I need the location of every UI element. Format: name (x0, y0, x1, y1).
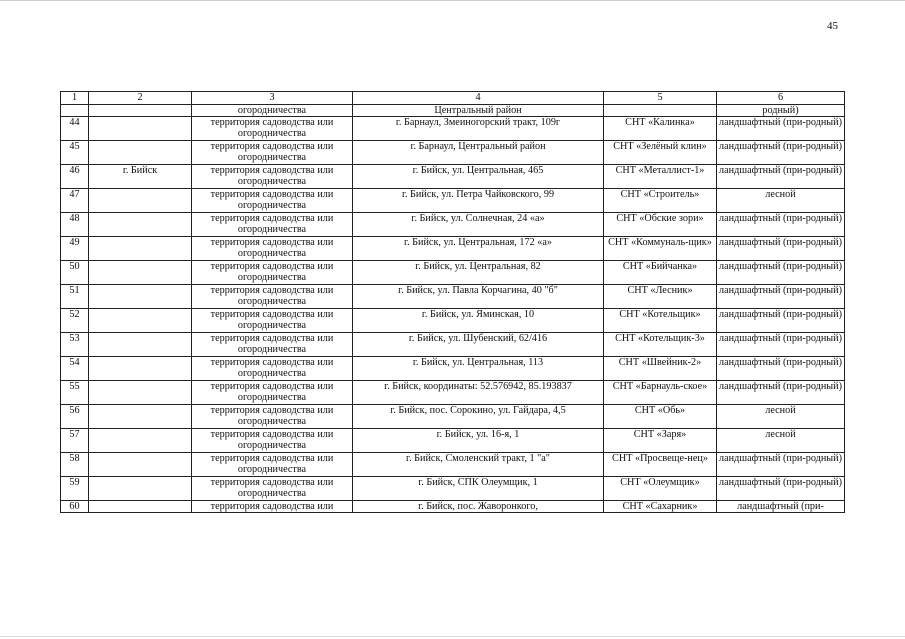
cell-zone: ландшафтный (при-родный) (717, 237, 845, 261)
cell-address: г. Бийск, СПК Олеумщик, 1 (353, 477, 604, 501)
cell-name: СНТ «Олеумщик» (604, 477, 717, 501)
cell-number: 44 (61, 117, 89, 141)
cell-city (89, 429, 192, 453)
cell-zone: лесной (717, 189, 845, 213)
cell-address: г. Бийск, ул. 16-я, 1 (353, 429, 604, 453)
cell-type: огородничества (192, 105, 353, 117)
cell-number: 52 (61, 309, 89, 333)
cell-address: г. Бийск, ул. Центральная, 82 (353, 261, 604, 285)
cell-zone: ландшафтный (при-родный) (717, 477, 845, 501)
cell-zone: ландшафтный (при- (717, 501, 845, 513)
cell-city (89, 141, 192, 165)
cell-name: СНТ «Строитель» (604, 189, 717, 213)
cell-address: г. Бийск, ул. Петра Чайковского, 99 (353, 189, 604, 213)
table-row (61, 213, 845, 237)
cell-city (89, 285, 192, 309)
cell-address: г. Барнаул, Центральный район (353, 141, 604, 165)
cell-name: СНТ «Барнауль-ское» (604, 381, 717, 405)
cell-city (89, 405, 192, 429)
cell-name: СНТ «Заря» (604, 429, 717, 453)
cell-zone: ландшафтный (при-родный) (717, 453, 845, 477)
table-row (61, 357, 845, 381)
cell-zone: ландшафтный (при-родный) (717, 333, 845, 357)
cell-city: г. Бийск (89, 165, 192, 189)
cell-zone: родный) (717, 105, 845, 117)
cell-type: территория садоводства или огородничества (192, 213, 353, 237)
cell-zone: ландшафтный (при-родный) (717, 141, 845, 165)
page-number: 45 (827, 20, 838, 32)
cell-name (604, 105, 717, 117)
cell-type: территория садоводства или огородничества (192, 117, 353, 141)
cell-number: 45 (61, 141, 89, 165)
cell-city (89, 213, 192, 237)
cell-number (61, 105, 89, 117)
continuation-row (61, 105, 845, 117)
cell-city (89, 237, 192, 261)
table-row (61, 453, 845, 477)
cell-type: территория садоводства или огородничества (192, 429, 353, 453)
cell-number: 46 (61, 165, 89, 189)
cell-city (89, 477, 192, 501)
cell-city (89, 501, 192, 513)
cell-type: территория садоводства или огородничества (192, 165, 353, 189)
cell-type: территория садоводства или огородничества (192, 261, 353, 285)
cell-zone: лесной (717, 405, 845, 429)
cell-address: Центральный район (353, 105, 604, 117)
cell-name: СНТ «Просвеще-нец» (604, 453, 717, 477)
cell-number: 48 (61, 213, 89, 237)
cell-zone: ландшафтный (при-родный) (717, 309, 845, 333)
table-row (61, 309, 845, 333)
cell-number: 47 (61, 189, 89, 213)
column-number: 6 (717, 92, 845, 105)
column-number: 2 (89, 92, 192, 105)
cell-address: г. Бийск, ул. Центральная, 465 (353, 165, 604, 189)
cell-type: территория садоводства или огородничества (192, 309, 353, 333)
cell-zone: ландшафтный (при-родный) (717, 213, 845, 237)
table-row (61, 189, 845, 213)
cell-number: 55 (61, 381, 89, 405)
cell-address: г. Бийск, пос. Жаворонкого, (353, 501, 604, 513)
cell-number: 53 (61, 333, 89, 357)
table-row (61, 237, 845, 261)
cell-address: г. Бийск, ул. Солнечная, 24 «а» (353, 213, 604, 237)
cell-zone: ландшафтный (при-родный) (717, 117, 845, 141)
cell-address: г. Бийск, ул. Яминская, 10 (353, 309, 604, 333)
scan-edge-bottom (0, 636, 905, 637)
column-number: 1 (61, 92, 89, 105)
cell-name: СНТ «Сахарник» (604, 501, 717, 513)
cell-name: СНТ «Металлист-1» (604, 165, 717, 189)
cell-type: территория садоводства или огородничества (192, 333, 353, 357)
cell-name: СНТ «Обь» (604, 405, 717, 429)
cell-number: 49 (61, 237, 89, 261)
cell-number: 56 (61, 405, 89, 429)
cell-type: территория садоводства или огородничества (192, 285, 353, 309)
cell-address: г. Бийск, ул. Центральная, 113 (353, 357, 604, 381)
cell-number: 60 (61, 501, 89, 513)
cell-type: территория садоводства или огородничества (192, 357, 353, 381)
cell-name: СНТ «Лесник» (604, 285, 717, 309)
table-row (61, 429, 845, 453)
table-row (61, 381, 845, 405)
column-number: 4 (353, 92, 604, 105)
cell-zone: ландшафтный (при-родный) (717, 285, 845, 309)
scan-edge-top (0, 0, 905, 1)
table-row (61, 333, 845, 357)
cell-zone: лесной (717, 429, 845, 453)
cell-address: г. Бийск, ул. Павла Корчагина, 40 "б" (353, 285, 604, 309)
cell-address: г. Барнаул, Змеиногорский тракт, 109г (353, 117, 604, 141)
cell-number: 58 (61, 453, 89, 477)
table-row (61, 405, 845, 429)
cell-type: территория садоводства или огородничества (192, 405, 353, 429)
column-number: 3 (192, 92, 353, 105)
cell-city (89, 261, 192, 285)
cell-city (89, 189, 192, 213)
cell-city (89, 381, 192, 405)
cell-zone: ландшафтный (при-родный) (717, 357, 845, 381)
cell-city (89, 453, 192, 477)
cell-name: СНТ «Коммуналь-щик» (604, 237, 717, 261)
cell-zone: ландшафтный (при-родный) (717, 261, 845, 285)
cell-city (89, 309, 192, 333)
cell-number: 50 (61, 261, 89, 285)
cell-number: 51 (61, 285, 89, 309)
cell-type: территория садоводства или огородничества (192, 477, 353, 501)
cell-number: 57 (61, 429, 89, 453)
cell-address: г. Бийск, пос. Сорокино, ул. Гайдара, 4,5 (353, 405, 604, 429)
registry-table (60, 91, 845, 513)
cell-name: СНТ «Обские зори» (604, 213, 717, 237)
cell-type: территория садоводства или огородничества (192, 237, 353, 261)
column-number-row (61, 92, 845, 105)
cell-city (89, 117, 192, 141)
table-row (61, 501, 845, 513)
cell-city (89, 357, 192, 381)
table-row (61, 117, 845, 141)
column-number: 5 (604, 92, 717, 105)
cell-name: СНТ «Котельщик» (604, 309, 717, 333)
cell-zone: ландшафтный (при-родный) (717, 165, 845, 189)
cell-type: территория садоводства или огородничества (192, 189, 353, 213)
cell-address: г. Бийск, координаты: 52.576942, 85.193837 (353, 381, 604, 405)
cell-type: территория садоводства или (192, 501, 353, 513)
cell-name: СНТ «Бийчанка» (604, 261, 717, 285)
cell-address: г. Бийск, ул. Шубенский, 62/416 (353, 333, 604, 357)
cell-name: СНТ «Зелёный клин» (604, 141, 717, 165)
cell-address: г. Бийск, ул. Центральная, 172 «а» (353, 237, 604, 261)
table-row (61, 477, 845, 501)
cell-type: территория садоводства или огородничества (192, 141, 353, 165)
table-row (61, 285, 845, 309)
cell-name: СНТ «Калинка» (604, 117, 717, 141)
cell-type: территория садоводства или огородничества (192, 381, 353, 405)
cell-number: 59 (61, 477, 89, 501)
cell-name: СНТ «Котельщик-3» (604, 333, 717, 357)
cell-name: СНТ «Швейник-2» (604, 357, 717, 381)
cell-city (89, 333, 192, 357)
table-row (61, 261, 845, 285)
cell-type: территория садоводства или огородничества (192, 453, 353, 477)
cell-zone: ландшафтный (при-родный) (717, 381, 845, 405)
cell-address: г. Бийск, Смоленский тракт, 1 "а" (353, 453, 604, 477)
cell-city (89, 105, 192, 117)
cell-number: 54 (61, 357, 89, 381)
table-row (61, 165, 845, 189)
table-row (61, 141, 845, 165)
